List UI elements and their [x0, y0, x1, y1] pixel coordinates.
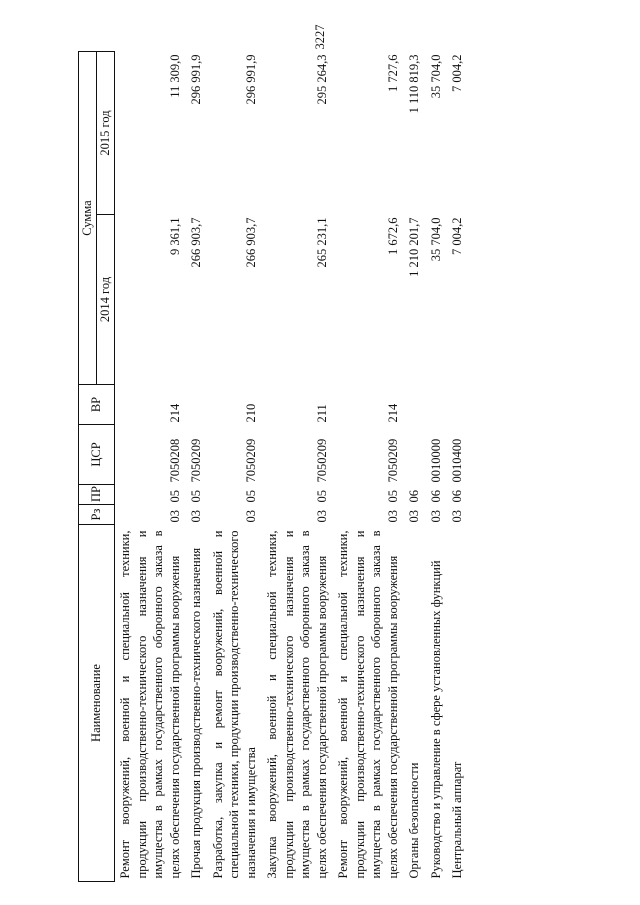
cell-y2014: 9 361,1 [167, 217, 182, 255]
table-row [207, 52, 262, 882]
cell-csr: 0010000 [428, 438, 443, 483]
cell-y2014: 35 704,0 [428, 217, 443, 262]
table-row [261, 52, 332, 882]
cell-y2015: 7 004,2 [450, 54, 464, 92]
cell-rz: 03 [428, 510, 443, 523]
table-row [425, 52, 447, 882]
cell-y2015: 35 704,0 [428, 54, 443, 99]
cell-rz: 03 [243, 510, 258, 523]
cell-vr: 211 [314, 404, 329, 423]
cell-vr: 210 [243, 403, 258, 423]
cell-rz: 03 [450, 510, 464, 523]
cell-csr: 7050209 [314, 438, 329, 483]
cell-csr: 7050209 [385, 438, 400, 483]
cell-vr [185, 385, 207, 425]
cell-pr: 05 [189, 490, 203, 503]
table-row [403, 52, 425, 882]
table-body [115, 52, 468, 882]
cell-rz: 03 [385, 510, 400, 523]
cell-name: Ремонт вооружений, военной и специальной техники, продукции производственно-технического назначения и имущества в рамках государственного оборонного заказа в целях обеспечения государственной программы вооружения [336, 530, 400, 879]
table-row [332, 52, 403, 882]
header-pr: ПР [79, 485, 115, 505]
cell-csr: 0010400 [450, 438, 464, 483]
cell-name: Органы безопасности [407, 762, 421, 879]
cell-csr [403, 425, 425, 485]
header-2014: 2014 год [97, 215, 115, 385]
cell-y2015: 295 264,3 [314, 54, 329, 105]
cell-vr: 214 [167, 403, 182, 423]
cell-csr: 7050208 [167, 438, 182, 483]
header-sum: Сумма [79, 52, 97, 385]
cell-csr: 7050209 [243, 438, 258, 483]
table-row [115, 52, 186, 882]
cell-pr: 05 [385, 490, 400, 503]
cell-y2015: 296 991,9 [189, 54, 203, 105]
cell-y2015: 296 991,9 [243, 54, 258, 105]
cell-y2015: 1 727,6 [385, 54, 400, 92]
cell-name: Разработка, закупка и ремонт вооружений, военной и специальной техники, продукции производственно-технического назначения и имущества [210, 530, 258, 879]
header-2015: 2015 год [97, 52, 115, 215]
cell-y2014: 266 903,7 [189, 217, 203, 268]
table-row [185, 52, 207, 882]
header-rz: Рз [79, 505, 115, 525]
cell-csr: 7050209 [189, 438, 203, 483]
cell-vr [425, 385, 447, 425]
cell-rz: 03 [314, 510, 329, 523]
cell-vr [446, 385, 468, 425]
cell-y2014: 266 903,7 [243, 217, 258, 268]
cell-y2015: 11 309,0 [167, 54, 182, 98]
page-number: 3227 [312, 24, 327, 50]
cell-y2014: 1 672,6 [385, 217, 400, 255]
cell-name: Закупка вооружений, военной и специальной техники, продукции производственно-технического назначения и имущества в рамках государственного оборонного заказа в целях обеспечения государственной программы вооружения [265, 530, 329, 879]
cell-vr: 214 [385, 403, 400, 423]
cell-pr: 05 [314, 490, 329, 503]
cell-pr: 06 [428, 490, 443, 503]
cell-name: Ремонт вооружений, военной и специальной техники, продукции производственно-технического назначения и имущества в рамках государственного оборонного заказа в целях обеспечения государственной программы вооружения [118, 530, 182, 879]
table-header [79, 52, 115, 882]
cell-y2014: 7 004,2 [450, 217, 464, 255]
cell-name: Руководство и управление в сфере установленных функций [428, 560, 443, 879]
cell-y2015: 1 110 819,3 [407, 54, 421, 114]
cell-name: Прочая продукция производственно-технического назначения [189, 547, 203, 879]
cell-y2014: 1 210 201,7 [407, 217, 421, 277]
cell-name: Центральный аппарат [450, 761, 464, 879]
budget-table [78, 51, 468, 882]
header-csr: ЦСР [79, 425, 115, 485]
table-row [446, 52, 468, 882]
page-number-area [0, 0, 640, 50]
cell-pr: 05 [243, 490, 258, 503]
header-vr: ВР [79, 385, 115, 425]
header-name: Наименование [79, 525, 115, 882]
cell-rz: 03 [167, 510, 182, 523]
cell-rz: 03 [407, 510, 421, 523]
cell-pr: 06 [450, 490, 464, 503]
cell-pr: 05 [167, 490, 182, 503]
cell-pr: 06 [407, 490, 421, 503]
rotated-page-content [78, 52, 611, 882]
cell-vr [403, 385, 425, 425]
cell-y2014: 265 231,1 [314, 217, 329, 268]
cell-rz: 03 [189, 510, 203, 523]
